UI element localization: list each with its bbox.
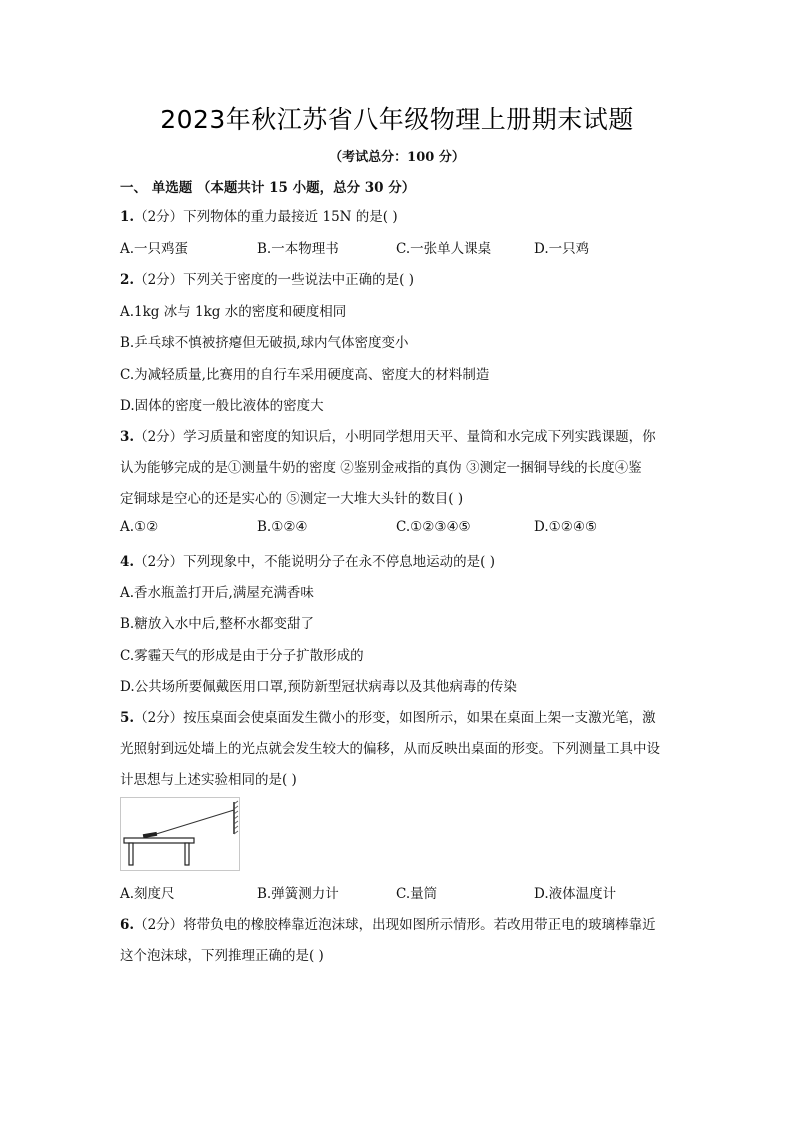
option-d[interactable]: D.①②④⑤ (534, 519, 598, 535)
table-laser-figure (120, 797, 240, 871)
option-a[interactable]: A.一只鸡蛋 (120, 241, 189, 257)
option-a[interactable]: A.香水瓶盖打开后,满屋充满香味 (120, 585, 314, 601)
option-b[interactable]: B.乒乓球不慎被挤瘪但无破损,球内气体密度变小 (120, 335, 409, 351)
question-2-number: 2. (120, 272, 135, 288)
table-leg-left (129, 843, 133, 865)
question-1-number: 1. (120, 209, 135, 225)
option-d[interactable]: D.一只鸡 (534, 241, 590, 257)
option-d[interactable]: D.固体的密度一般比液体的密度大 (120, 398, 324, 414)
question-4-number: 4. (120, 554, 135, 570)
question-5-line-2: 光照射到远处墙上的光点就会发生较大的偏移，从而反映出桌面的形变。下列测量工具中设 (120, 741, 660, 757)
question-5-line-1: 5.（2分）按压桌面会使桌面发生微小的形变，如图所示，如果在桌面上架一支激光笔，激 (120, 710, 656, 726)
option-c[interactable]: C.一张单人课桌 (396, 241, 492, 257)
question-2-line-1: 2.（2分）下列关于密度的一些说法中正确的是( ) (120, 272, 415, 288)
option-b[interactable]: B.一本物理书 (257, 241, 339, 257)
table-top (124, 838, 194, 843)
question-6-line-1: 6.（2分）将带负电的橡胶棒靠近泡沫球，出现如图所示情形。若改用带正电的玻璃棒靠近 (120, 917, 656, 933)
question-5-number: 5. (120, 710, 135, 726)
question-3-line-3: 定铜球是空心的还是实心的 ⑤测定一大堆大头针的数目( ) (120, 491, 464, 507)
laser-pen (143, 832, 157, 838)
exam-subtitle: （考试总分：100 分） (329, 150, 465, 165)
table-leg-right (185, 843, 189, 865)
question-3-options (120, 519, 680, 539)
option-b[interactable]: B.弹簧测力计 (257, 886, 339, 902)
question-6-line-2: 这个泡沫球，下列推理正确的是( ) (120, 948, 324, 964)
option-c[interactable]: C.雾霾天气的形成是由于分子扩散形成的 (120, 648, 364, 664)
question-3-number: 3. (120, 429, 135, 445)
option-a[interactable]: A.1kg 冰与 1kg 水的密度和硬度相同 (120, 304, 347, 320)
table-laser-diagram (121, 798, 239, 870)
option-d[interactable]: D.公共场所要佩戴医用口罩,预防新型冠状病毒以及其他病毒的传染 (120, 679, 517, 695)
question-3-line-1: 3.（2分）学习质量和密度的知识后，小明同学想用天平、量筒和水完成下列实践课题，你 (120, 429, 656, 445)
option-c[interactable]: C.量筒 (396, 886, 438, 902)
question-5-options (120, 882, 680, 902)
laser-beam (153, 810, 234, 835)
option-c[interactable]: C.①②③④⑤ (396, 519, 471, 535)
question-3-line-2: 认为能够完成的是①测量牛奶的密度 ②鉴别金戒指的真伪 ③测定一捆铜导线的长度④鉴 (120, 460, 642, 476)
question-4-line-1: 4.（2分）下列现象中，不能说明分子在永不停息地运动的是( ) (120, 554, 496, 570)
question-1-line-1: 1.（2分）下列物体的重力最接近 15N 的是( ) (120, 209, 398, 225)
question-6-number: 6. (120, 917, 135, 933)
exam-title: 2023年秋江苏省八年级物理上册期末试题 (160, 105, 634, 134)
option-a[interactable]: A.刻度尺 (120, 886, 175, 902)
question-5-line-3: 计思想与上述实验相同的是( ) (120, 772, 297, 788)
option-a[interactable]: A.①② (120, 519, 159, 535)
section-heading: 一、 单选题 （本题共计 15 小题，总分 30 分） (120, 180, 416, 196)
option-b[interactable]: B.①②④ (257, 519, 308, 535)
question-1-options (120, 237, 680, 257)
option-c[interactable]: C.为减轻质量,比赛用的自行车采用硬度高、密度大的材料制造 (120, 367, 490, 383)
option-d[interactable]: D.液体温度计 (534, 886, 617, 902)
option-b[interactable]: B.糖放入水中后,整杯水都变甜了 (120, 616, 315, 632)
